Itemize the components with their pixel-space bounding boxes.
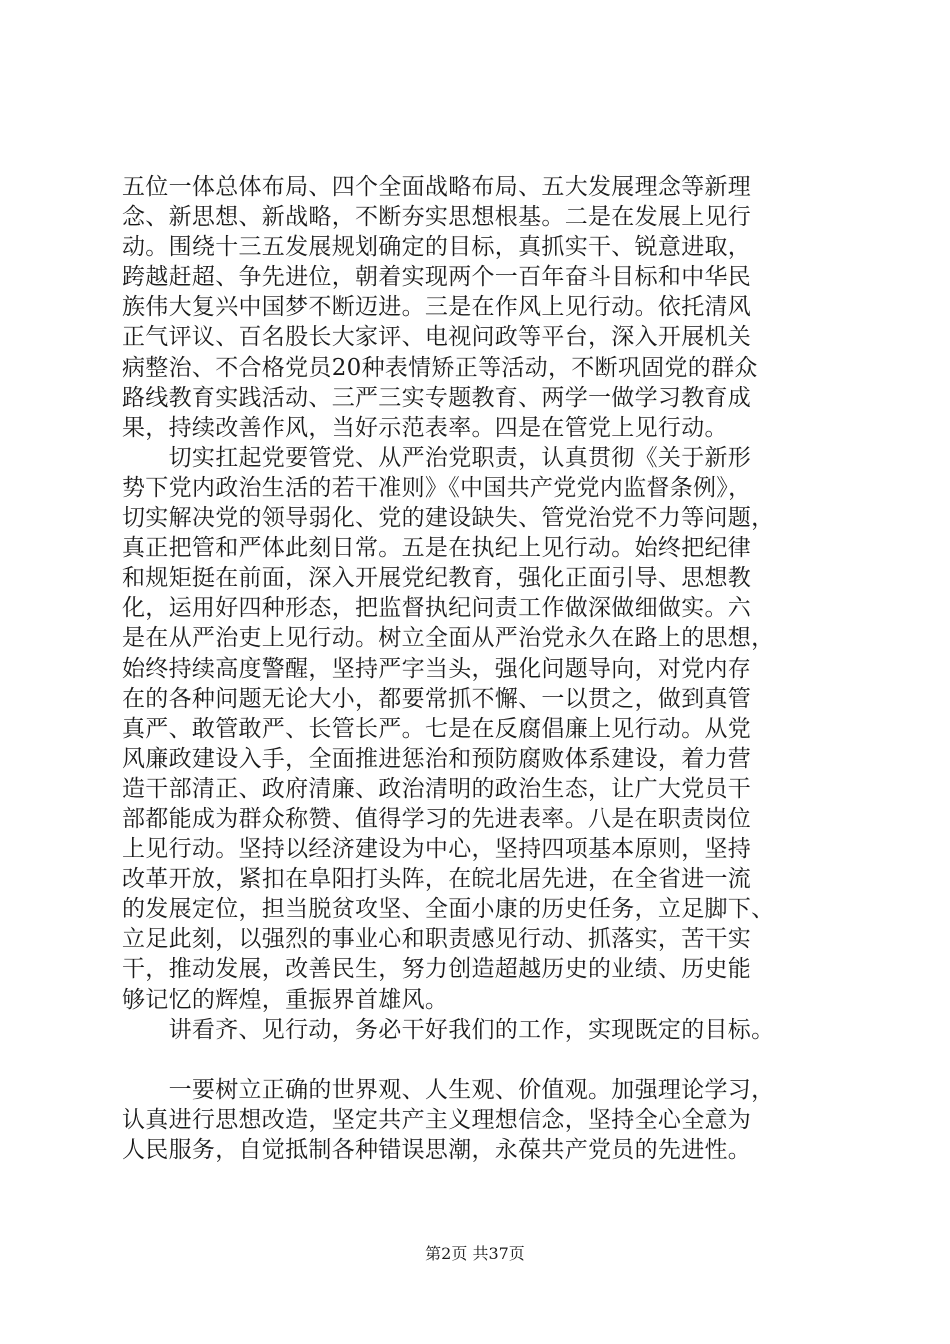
text-line: 念、新思想、新战略，不断夯实思想根基。二是在发展上见行 [122, 204, 752, 231]
document-body [122, 172, 832, 1165]
text-line: 切实解决党的领导弱化、党的建设缺失、管党治党不力等问题， [122, 505, 775, 532]
blank-line [122, 1045, 832, 1075]
text-line: 干，推动发展，改善民生，努力创造超越历史的业绩、历史能 [122, 956, 752, 983]
text-line: 讲看齐、见行动，务必干好我们的工作，实现既定的目标。 [122, 1016, 775, 1043]
text-line: 切实扛起党要管党、从严治党职责，认真贯彻《关于新形 [122, 444, 752, 471]
text-line: 部都能成为群众称赞、值得学习的先进表率。八是在职责岗位 [122, 805, 752, 832]
text-line: 的发展定位，担当脱贫攻坚、全面小康的历史任务，立足脚下、 [122, 896, 775, 923]
text-line: 跨越赶超、争先进位，朝着实现两个一百年奋斗目标和中华民 [122, 264, 752, 291]
page-footer: 第2页 共37页 [425, 1244, 525, 1263]
text-line: 立足此刻，以强烈的事业心和职责感见行动、抓落实，苦干实 [122, 926, 752, 953]
text-line: 上见行动。坚持以经济建设为中心，坚持四项基本原则，坚持 [122, 836, 752, 863]
text-line: 化，运用好四种形态，把监督执纪问责工作做深做细做实。六 [122, 595, 752, 622]
text-line: 人民服务，自觉抵制各种错误思潮，永葆共产党员的先进性。 [122, 1137, 752, 1163]
text-line: 够记忆的辉煌，重振界首雄风。 [122, 986, 449, 1013]
text-line: 路线教育实践活动、三严三实专题教育、两学一做学习教育成 [122, 384, 752, 411]
text-line: 认真进行思想改造，坚定共产主义理想信念，坚持全心全意为 [122, 1106, 752, 1133]
text-line: 和规矩挺在前面，深入开展党纪教育，强化正面引导、思想教 [122, 565, 752, 592]
text-line: 族伟大复兴中国梦不断迈进。三是在作风上见行动。依托清风 [122, 294, 752, 321]
text-line: 果，持续改善作风，当好示范表率。四是在管党上见行动。 [122, 414, 728, 441]
text-line: 在的各种问题无论大小，都要常抓不懈、一以贯之，做到真管 [122, 685, 752, 712]
text-line: 一要树立正确的世界观、人生观、价值观。加强理论学习， [122, 1076, 775, 1103]
text-line: 造干部清正、政府清廉、政治清明的政治生态，让广大党员干 [122, 775, 752, 802]
text-line: 病整治、不合格党员20种表情矫正等活动，不断巩固党的群众 [122, 354, 758, 381]
text-line: 真正把管和严体此刻日常。五是在执纪上见行动。始终把纪律 [122, 535, 752, 562]
text-line: 势下党内政治生活的若干准则》《中国共产党党内监督条例》， [122, 474, 752, 501]
text-line: 动。围绕十三五发展规划确定的目标，真抓实干、锐意进取， [122, 234, 752, 261]
text-line: 五位一体总体布局、四个全面战略布局、五大发展理念等新理 [122, 174, 752, 200]
text-line: 改革开放，紧扣在阜阳打头阵，在皖北居先进，在全省进一流 [122, 866, 752, 893]
text-line: 是在从严治吏上见行动。树立全面从严治党永久在路上的思想， [122, 625, 775, 652]
text-line: 风廉政建设入手，全面推进惩治和预防腐败体系建设，着力营 [122, 745, 752, 772]
text-line: 始终持续高度警醒，坚持严字当头，强化问题导向，对党内存 [122, 655, 752, 682]
text-line: 正气评议、百名股长大家评、电视问政等平台，深入开展机关 [122, 324, 752, 351]
text-line: 真严、敢管敢严、长管长严。七是在反腐倡廉上见行动。从党 [122, 715, 752, 742]
